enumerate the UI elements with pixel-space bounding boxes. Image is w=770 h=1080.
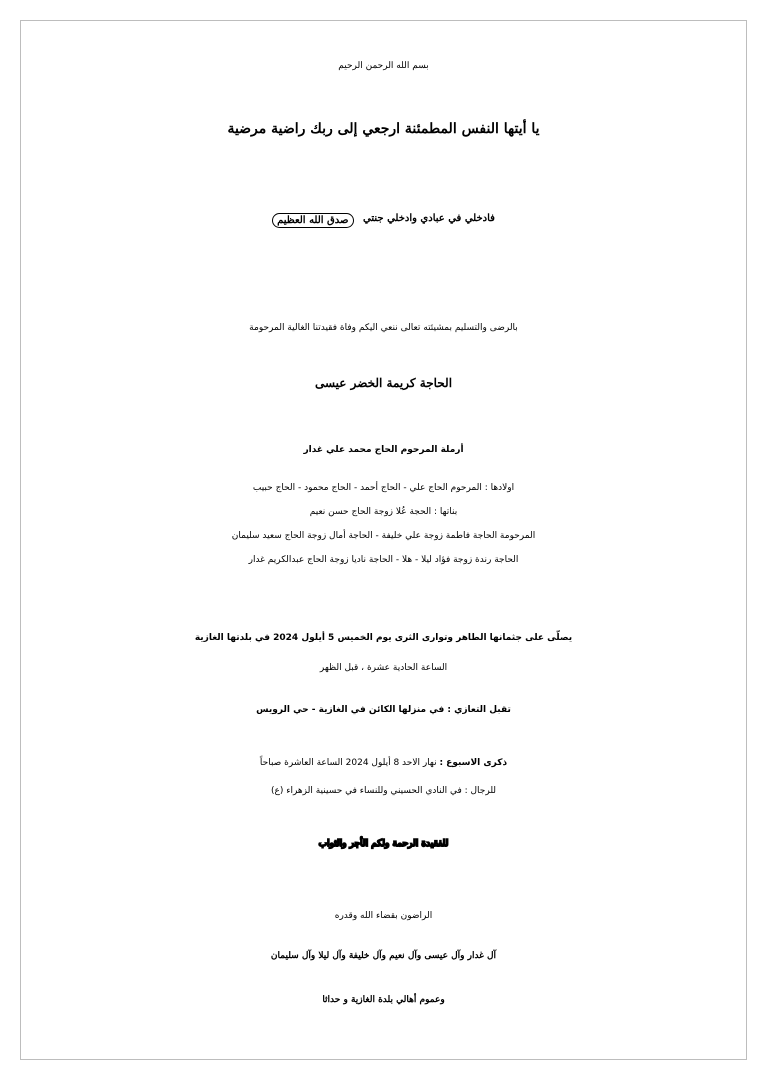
quran-verse-line-2-text: فادخلي في عبادي وادخلي جنتي: [363, 213, 495, 224]
daughters-line-3: الحاجة رندة زوجة فؤاد ليلا - هلا - الحاجة ناديا زوجة الحاج عبدالكريم غدار: [248, 555, 519, 565]
funeral-line-2: الساعة الحادية عشرة ، قبل الظهر: [319, 663, 448, 673]
funeral-details: [61, 623, 706, 683]
sons-line: اولادها : المرحوم الحاج علي - الحاج أحمد - الحاج محمود - الحاج حبيب: [252, 483, 515, 493]
villagers-line: وعموم أهالي بلدة الغازية و حداثا: [322, 995, 445, 1005]
funeral-line-1: يصلّى على جثمانها الطاهر وتوارى الثرى يوم الخميس 5 أيلول 2024 في بلدتها الغازية: [194, 633, 573, 643]
basmala-heading: بسم الله الرحمن الرحيم: [338, 61, 429, 71]
daughters-line-2: المرحومة الحاجة فاطمة زوجة علي خليفة - الحاجة أمال زوجة الحاج سعيد سليمان: [231, 531, 536, 541]
families-line: آل غدار وآل عيسى وآل نعيم وآل خليفة وآل ليلا وآل سليمان: [270, 951, 497, 961]
week-memorial: [61, 749, 706, 805]
week-memorial-details: نهار الاحد 8 أيلول 2024 الساعة العاشرة صباحاً: [259, 758, 440, 768]
widow-of-text: أرملة المرحوم الحاج محمد علي غدار: [303, 445, 464, 455]
accepting-text: الراضون بقضاء الله وقدره: [334, 911, 433, 921]
deceased-name: الحاجة كريمة الخضر عيسى: [314, 376, 453, 390]
verse-seal: صدق الله العظيم: [272, 213, 353, 228]
week-memorial-line-1: [61, 749, 706, 777]
condolences-text: تقبل التعازي : في منزلها الكائن في الغازية - حي الرويس: [256, 705, 511, 715]
week-memorial-line-2: للرجال : في النادي الحسيني وللنساء في حسينية الزهراء (ع): [270, 786, 497, 796]
quran-verse-line-2: [21, 213, 746, 228]
family-list: [61, 476, 706, 572]
obituary-card: [20, 20, 747, 1060]
intro-text: بالرضى والتسليم بمشيئته تعالى ننعي اليكم وفاة فقيدتنا الغالية المرحومة: [249, 323, 518, 333]
daughters-line-1: بناتها : الحجة عُلا زوجة الحاج حسن نعيم: [309, 507, 458, 517]
week-memorial-label: ذكرى الاسبوع :: [439, 758, 508, 768]
condolence-calligraphy: للفقيدة الرحمة ولكم الأجر والثواب: [318, 839, 449, 849]
quran-verse-line-1: يا أيتها النفس المطمئنة ارجعي إلى ربك راضية مرضية: [227, 121, 540, 137]
